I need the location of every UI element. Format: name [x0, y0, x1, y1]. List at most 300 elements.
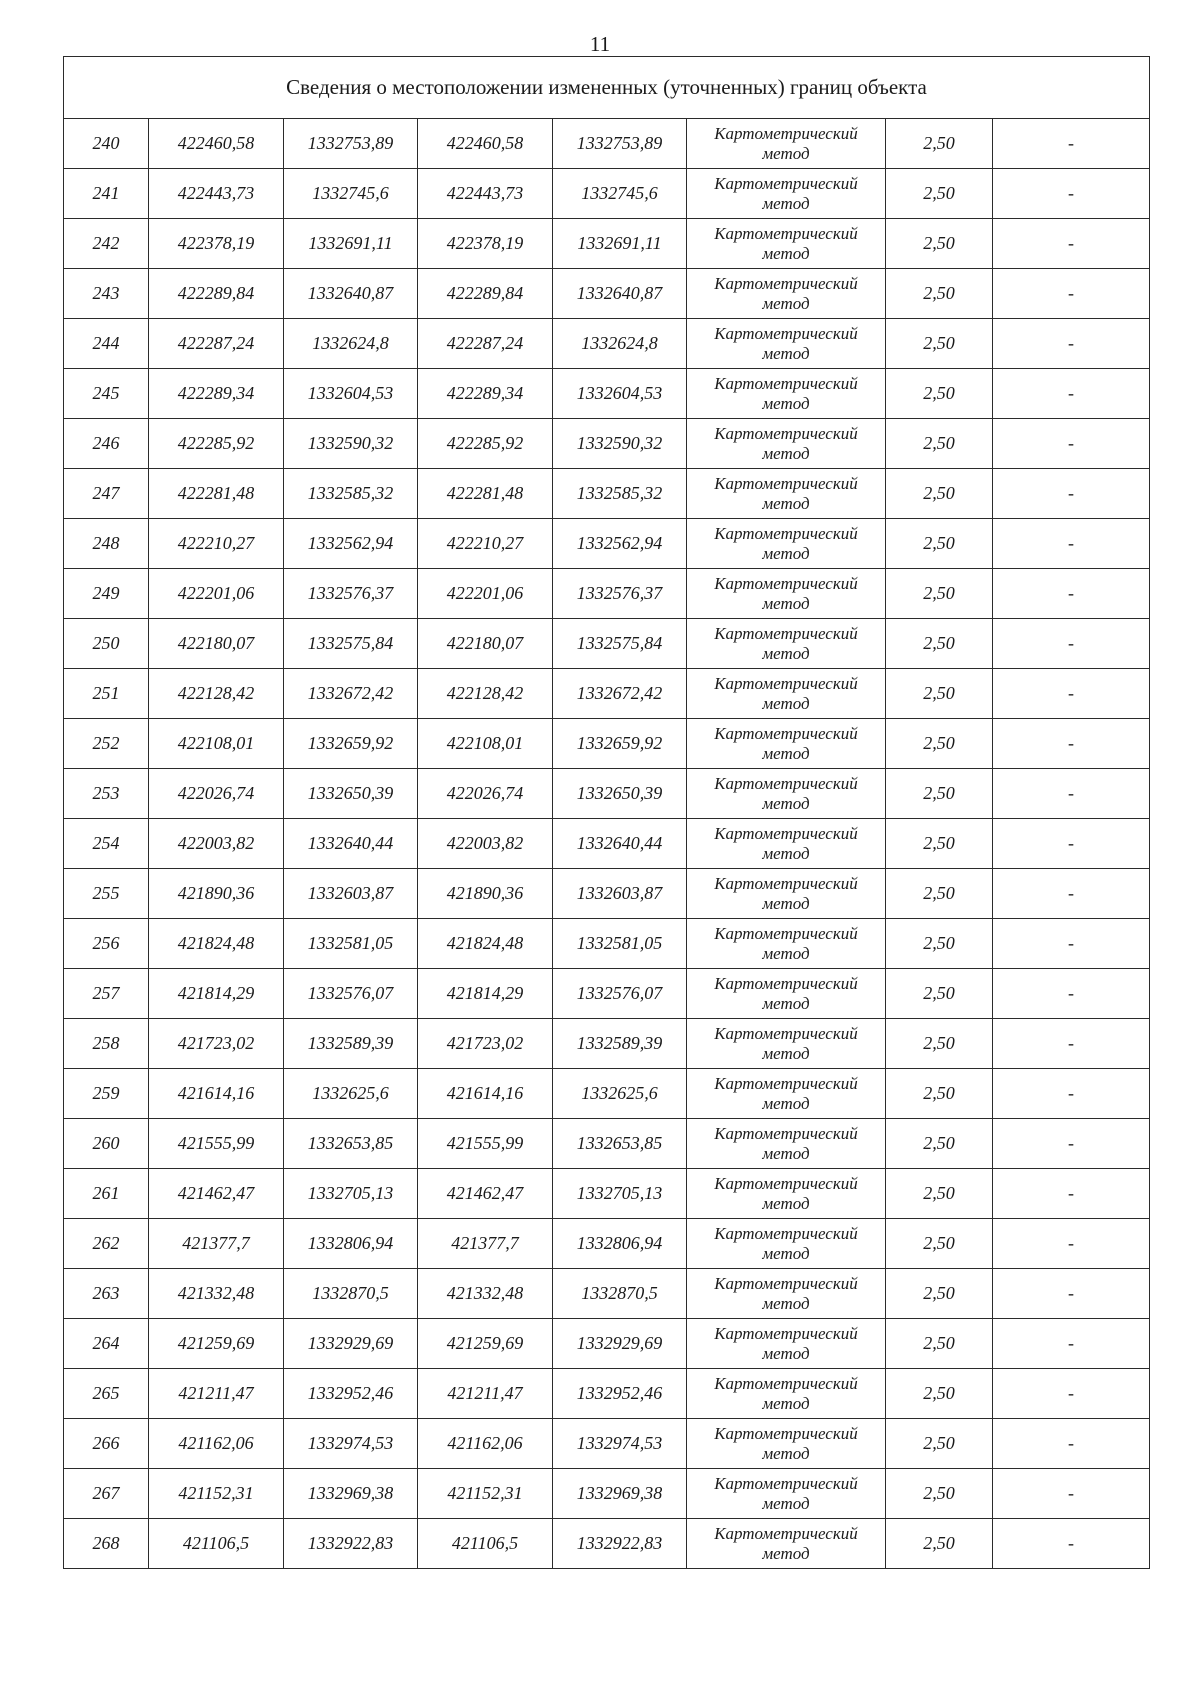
method-cell [687, 1319, 886, 1369]
accuracy-cell: 2,50 [886, 1019, 993, 1069]
method-cell [687, 1369, 886, 1419]
method-label-line2: метод [762, 543, 810, 563]
refined-x-cell: 421814,29 [418, 969, 553, 1019]
accuracy-cell: 2,50 [886, 519, 993, 569]
existing-y-cell: 1332672,42 [284, 669, 418, 719]
existing-x-cell: 422443,73 [149, 169, 284, 219]
table-row [64, 1319, 1150, 1369]
table-row [64, 619, 1150, 669]
method-cell [687, 1119, 886, 1169]
method-cell [687, 1519, 886, 1569]
accuracy-cell: 2,50 [886, 119, 993, 169]
accuracy-cell: 2,50 [886, 369, 993, 419]
method-cell [687, 519, 886, 569]
method-label-line1: Картометрический [714, 923, 858, 943]
method-label-line2: метод [762, 593, 810, 613]
table-row [64, 1219, 1150, 1269]
table-row [64, 1069, 1150, 1119]
refined-y-cell: 1332952,46 [553, 1369, 687, 1419]
refined-y-cell: 1332974,53 [553, 1419, 687, 1469]
refined-x-cell: 422128,42 [418, 669, 553, 719]
note-cell: - [993, 419, 1150, 469]
method-label-line1: Картометрический [714, 1223, 858, 1243]
refined-x-cell: 422026,74 [418, 769, 553, 819]
point-number-cell: 264 [64, 1319, 149, 1369]
existing-x-cell: 422289,84 [149, 269, 284, 319]
method-label-line1: Картометрический [714, 1123, 858, 1143]
method-label-line2: метод [762, 843, 810, 863]
note-cell: - [993, 319, 1150, 369]
accuracy-cell: 2,50 [886, 869, 993, 919]
existing-y-cell: 1332640,44 [284, 819, 418, 869]
refined-y-cell: 1332624,8 [553, 319, 687, 369]
existing-x-cell: 422289,34 [149, 369, 284, 419]
existing-y-cell: 1332581,05 [284, 919, 418, 969]
existing-y-cell: 1332929,69 [284, 1319, 418, 1369]
refined-x-cell: 422460,58 [418, 119, 553, 169]
note-cell: - [993, 1119, 1150, 1169]
point-number-cell: 263 [64, 1269, 149, 1319]
refined-x-cell: 422287,24 [418, 319, 553, 369]
existing-y-cell: 1332575,84 [284, 619, 418, 669]
refined-y-cell: 1332653,85 [553, 1119, 687, 1169]
method-label-line1: Картометрический [714, 273, 858, 293]
method-label-line2: метод [762, 393, 810, 413]
refined-x-cell: 421259,69 [418, 1319, 553, 1369]
existing-y-cell: 1332589,39 [284, 1019, 418, 1069]
method-label-line2: метод [762, 1443, 810, 1463]
refined-x-cell: 422285,92 [418, 419, 553, 469]
refined-y-cell: 1332575,84 [553, 619, 687, 669]
refined-y-cell: 1332640,44 [553, 819, 687, 869]
existing-x-cell: 421332,48 [149, 1269, 284, 1319]
existing-x-cell: 422003,82 [149, 819, 284, 869]
table-title: Сведения о местоположении измененных (уточненных) границ объекта [64, 57, 1150, 119]
refined-y-cell: 1332576,37 [553, 569, 687, 619]
method-label-line1: Картометрический [714, 473, 858, 493]
method-label-line1: Картометрический [714, 723, 858, 743]
method-cell [687, 1469, 886, 1519]
method-label-line1: Картометрический [714, 1273, 858, 1293]
table-row [64, 219, 1150, 269]
refined-x-cell: 421162,06 [418, 1419, 553, 1469]
existing-y-cell: 1332653,85 [284, 1119, 418, 1169]
existing-x-cell: 422281,48 [149, 469, 284, 519]
table-row [64, 819, 1150, 869]
refined-x-cell: 421555,99 [418, 1119, 553, 1169]
refined-x-cell: 421377,7 [418, 1219, 553, 1269]
refined-y-cell: 1332672,42 [553, 669, 687, 719]
refined-x-cell: 422289,34 [418, 369, 553, 419]
refined-y-cell: 1332576,07 [553, 969, 687, 1019]
method-cell [687, 119, 886, 169]
method-cell [687, 769, 886, 819]
refined-x-cell: 422003,82 [418, 819, 553, 869]
table-row [64, 1419, 1150, 1469]
existing-x-cell: 422287,24 [149, 319, 284, 369]
existing-y-cell: 1332624,8 [284, 319, 418, 369]
method-cell [687, 819, 886, 869]
existing-y-cell: 1332650,39 [284, 769, 418, 819]
existing-x-cell: 421814,29 [149, 969, 284, 1019]
method-label-line1: Картометрический [714, 1373, 858, 1393]
table-row [64, 569, 1150, 619]
refined-y-cell: 1332585,32 [553, 469, 687, 519]
table-row [64, 169, 1150, 219]
point-number-cell: 265 [64, 1369, 149, 1419]
method-label-line2: метод [762, 143, 810, 163]
note-cell: - [993, 169, 1150, 219]
table-row [64, 369, 1150, 419]
refined-y-cell: 1332745,6 [553, 169, 687, 219]
method-label-line2: метод [762, 943, 810, 963]
note-cell: - [993, 1369, 1150, 1419]
note-cell: - [993, 619, 1150, 669]
method-cell [687, 1269, 886, 1319]
boundary-coordinates-table [63, 56, 1150, 1569]
accuracy-cell: 2,50 [886, 1519, 993, 1569]
accuracy-cell: 2,50 [886, 1119, 993, 1169]
point-number-cell: 242 [64, 219, 149, 269]
table-row [64, 119, 1150, 169]
method-label-line1: Картометрический [714, 673, 858, 693]
refined-y-cell: 1332603,87 [553, 869, 687, 919]
method-cell [687, 369, 886, 419]
refined-y-cell: 1332691,11 [553, 219, 687, 269]
accuracy-cell: 2,50 [886, 1069, 993, 1119]
note-cell: - [993, 1469, 1150, 1519]
point-number-cell: 262 [64, 1219, 149, 1269]
method-label-line1: Картометрический [714, 873, 858, 893]
refined-x-cell: 421723,02 [418, 1019, 553, 1069]
existing-y-cell: 1332562,94 [284, 519, 418, 569]
existing-x-cell: 422128,42 [149, 669, 284, 719]
point-number-cell: 266 [64, 1419, 149, 1469]
existing-y-cell: 1332705,13 [284, 1169, 418, 1219]
table-row [64, 519, 1150, 569]
note-cell: - [993, 1169, 1150, 1219]
accuracy-cell: 2,50 [886, 819, 993, 869]
point-number-cell: 259 [64, 1069, 149, 1119]
point-number-cell: 254 [64, 819, 149, 869]
point-number-cell: 243 [64, 269, 149, 319]
table-row [64, 719, 1150, 769]
method-label-line2: метод [762, 1193, 810, 1213]
existing-y-cell: 1332603,87 [284, 869, 418, 919]
method-label-line1: Картометрический [714, 823, 858, 843]
method-label-line2: метод [762, 243, 810, 263]
method-label-line2: метод [762, 343, 810, 363]
note-cell: - [993, 969, 1150, 1019]
refined-y-cell: 1332581,05 [553, 919, 687, 969]
point-number-cell: 245 [64, 369, 149, 419]
method-cell [687, 319, 886, 369]
existing-x-cell: 421259,69 [149, 1319, 284, 1369]
existing-y-cell: 1332576,07 [284, 969, 418, 1019]
refined-x-cell: 421614,16 [418, 1069, 553, 1119]
method-label-line1: Картометрический [714, 173, 858, 193]
existing-x-cell: 422285,92 [149, 419, 284, 469]
refined-y-cell: 1332969,38 [553, 1469, 687, 1519]
refined-y-cell: 1332590,32 [553, 419, 687, 469]
accuracy-cell: 2,50 [886, 319, 993, 369]
refined-x-cell: 421462,47 [418, 1169, 553, 1219]
refined-y-cell: 1332640,87 [553, 269, 687, 319]
method-label-line2: метод [762, 1043, 810, 1063]
note-cell: - [993, 1069, 1150, 1119]
method-cell [687, 569, 886, 619]
existing-x-cell: 422210,27 [149, 519, 284, 569]
accuracy-cell: 2,50 [886, 169, 993, 219]
point-number-cell: 250 [64, 619, 149, 669]
refined-y-cell: 1332922,83 [553, 1519, 687, 1569]
existing-x-cell: 421723,02 [149, 1019, 284, 1069]
method-cell [687, 419, 886, 469]
note-cell: - [993, 519, 1150, 569]
method-label-line2: метод [762, 1093, 810, 1113]
refined-y-cell: 1332705,13 [553, 1169, 687, 1219]
accuracy-cell: 2,50 [886, 1319, 993, 1369]
point-number-cell: 240 [64, 119, 149, 169]
table-row [64, 919, 1150, 969]
existing-y-cell: 1332691,11 [284, 219, 418, 269]
table-row [64, 419, 1150, 469]
method-label-line1: Картометрический [714, 1173, 858, 1193]
note-cell: - [993, 819, 1150, 869]
method-label-line1: Картометрический [714, 373, 858, 393]
method-label-line1: Картометрический [714, 573, 858, 593]
accuracy-cell: 2,50 [886, 1419, 993, 1469]
point-number-cell: 253 [64, 769, 149, 819]
method-label-line2: метод [762, 1243, 810, 1263]
existing-y-cell: 1332922,83 [284, 1519, 418, 1569]
accuracy-cell: 2,50 [886, 1219, 993, 1269]
refined-x-cell: 422289,84 [418, 269, 553, 319]
accuracy-cell: 2,50 [886, 669, 993, 719]
method-label-line2: метод [762, 1543, 810, 1563]
note-cell: - [993, 1319, 1150, 1369]
refined-x-cell: 421152,31 [418, 1469, 553, 1519]
point-number-cell: 252 [64, 719, 149, 769]
existing-x-cell: 422201,06 [149, 569, 284, 619]
note-cell: - [993, 719, 1150, 769]
note-cell: - [993, 919, 1150, 969]
note-cell: - [993, 119, 1150, 169]
method-label-line2: метод [762, 1393, 810, 1413]
refined-y-cell: 1332604,53 [553, 369, 687, 419]
existing-y-cell: 1332745,6 [284, 169, 418, 219]
accuracy-cell: 2,50 [886, 269, 993, 319]
note-cell: - [993, 1419, 1150, 1469]
method-label-line1: Картометрический [714, 623, 858, 643]
point-number-cell: 251 [64, 669, 149, 719]
existing-y-cell: 1332753,89 [284, 119, 418, 169]
method-label-line2: метод [762, 1143, 810, 1163]
note-cell: - [993, 1519, 1150, 1569]
method-label-line1: Картометрический [714, 223, 858, 243]
accuracy-cell: 2,50 [886, 1469, 993, 1519]
note-cell: - [993, 469, 1150, 519]
existing-x-cell: 421152,31 [149, 1469, 284, 1519]
accuracy-cell: 2,50 [886, 1169, 993, 1219]
existing-x-cell: 421377,7 [149, 1219, 284, 1269]
method-cell [687, 719, 886, 769]
method-label-line2: метод [762, 193, 810, 213]
refined-x-cell: 422443,73 [418, 169, 553, 219]
table-row [64, 869, 1150, 919]
refined-y-cell: 1332806,94 [553, 1219, 687, 1269]
table-row [64, 1119, 1150, 1169]
page-number: 11 [589, 32, 611, 56]
method-cell [687, 1069, 886, 1119]
point-number-cell: 255 [64, 869, 149, 919]
existing-y-cell: 1332604,53 [284, 369, 418, 419]
table-row [64, 1369, 1150, 1419]
method-label-line2: метод [762, 993, 810, 1013]
method-label-line2: метод [762, 743, 810, 763]
existing-x-cell: 422026,74 [149, 769, 284, 819]
method-cell [687, 269, 886, 319]
existing-y-cell: 1332576,37 [284, 569, 418, 619]
refined-x-cell: 422378,19 [418, 219, 553, 269]
method-cell [687, 169, 886, 219]
method-label-line2: метод [762, 643, 810, 663]
method-cell [687, 1019, 886, 1069]
method-label-line1: Картометрический [714, 123, 858, 143]
note-cell: - [993, 669, 1150, 719]
refined-x-cell: 422281,48 [418, 469, 553, 519]
refined-y-cell: 1332562,94 [553, 519, 687, 569]
existing-x-cell: 421890,36 [149, 869, 284, 919]
table-row [64, 1169, 1150, 1219]
refined-x-cell: 421106,5 [418, 1519, 553, 1569]
note-cell: - [993, 269, 1150, 319]
existing-y-cell: 1332625,6 [284, 1069, 418, 1119]
point-number-cell: 241 [64, 169, 149, 219]
refined-x-cell: 421211,47 [418, 1369, 553, 1419]
method-label-line2: метод [762, 893, 810, 913]
existing-y-cell: 1332806,94 [284, 1219, 418, 1269]
existing-y-cell: 1332969,38 [284, 1469, 418, 1519]
note-cell: - [993, 769, 1150, 819]
note-cell: - [993, 219, 1150, 269]
method-label-line1: Картометрический [714, 1473, 858, 1493]
point-number-cell: 261 [64, 1169, 149, 1219]
existing-x-cell: 422108,01 [149, 719, 284, 769]
refined-x-cell: 421890,36 [418, 869, 553, 919]
existing-x-cell: 421614,16 [149, 1069, 284, 1119]
point-number-cell: 260 [64, 1119, 149, 1169]
existing-y-cell: 1332870,5 [284, 1269, 418, 1319]
existing-x-cell: 421211,47 [149, 1369, 284, 1419]
table-row [64, 1019, 1150, 1069]
method-cell [687, 669, 886, 719]
point-number-cell: 249 [64, 569, 149, 619]
note-cell: - [993, 569, 1150, 619]
refined-y-cell: 1332659,92 [553, 719, 687, 769]
method-label-line2: метод [762, 1343, 810, 1363]
method-cell [687, 219, 886, 269]
existing-y-cell: 1332952,46 [284, 1369, 418, 1419]
method-cell [687, 469, 886, 519]
method-label-line1: Картометрический [714, 1023, 858, 1043]
refined-x-cell: 421824,48 [418, 919, 553, 969]
method-cell [687, 969, 886, 1019]
method-label-line2: метод [762, 293, 810, 313]
accuracy-cell: 2,50 [886, 1369, 993, 1419]
method-label-line1: Картометрический [714, 1073, 858, 1093]
table-row [64, 669, 1150, 719]
point-number-cell: 247 [64, 469, 149, 519]
method-cell [687, 919, 886, 969]
table-row [64, 1519, 1150, 1569]
existing-x-cell: 422460,58 [149, 119, 284, 169]
method-cell [687, 1169, 886, 1219]
method-cell [687, 869, 886, 919]
refined-y-cell: 1332589,39 [553, 1019, 687, 1069]
existing-y-cell: 1332585,32 [284, 469, 418, 519]
accuracy-cell: 2,50 [886, 219, 993, 269]
accuracy-cell: 2,50 [886, 619, 993, 669]
note-cell: - [993, 1219, 1150, 1269]
point-number-cell: 267 [64, 1469, 149, 1519]
existing-x-cell: 421462,47 [149, 1169, 284, 1219]
table-row [64, 469, 1150, 519]
point-number-cell: 244 [64, 319, 149, 369]
method-label-line2: метод [762, 1493, 810, 1513]
existing-x-cell: 421106,5 [149, 1519, 284, 1569]
method-label-line1: Картометрический [714, 773, 858, 793]
refined-y-cell: 1332650,39 [553, 769, 687, 819]
table-row [64, 1469, 1150, 1519]
table-row [64, 319, 1150, 369]
method-cell [687, 619, 886, 669]
note-cell: - [993, 1269, 1150, 1319]
method-label-line1: Картометрический [714, 973, 858, 993]
method-label-line2: метод [762, 793, 810, 813]
note-cell: - [993, 869, 1150, 919]
table-row [64, 1269, 1150, 1319]
existing-x-cell: 422378,19 [149, 219, 284, 269]
method-label-line1: Картометрический [714, 1523, 858, 1543]
method-label-line1: Картометрический [714, 1423, 858, 1443]
existing-y-cell: 1332974,53 [284, 1419, 418, 1469]
method-label-line1: Картометрический [714, 523, 858, 543]
existing-y-cell: 1332640,87 [284, 269, 418, 319]
method-label-line2: метод [762, 1293, 810, 1313]
point-number-cell: 257 [64, 969, 149, 1019]
accuracy-cell: 2,50 [886, 569, 993, 619]
refined-x-cell: 422180,07 [418, 619, 553, 669]
point-number-cell: 248 [64, 519, 149, 569]
existing-x-cell: 421162,06 [149, 1419, 284, 1469]
existing-x-cell: 421824,48 [149, 919, 284, 969]
refined-y-cell: 1332625,6 [553, 1069, 687, 1119]
method-label-line2: метод [762, 693, 810, 713]
refined-y-cell: 1332929,69 [553, 1319, 687, 1369]
refined-x-cell: 421332,48 [418, 1269, 553, 1319]
method-label-line1: Картометрический [714, 1323, 858, 1343]
method-cell [687, 1419, 886, 1469]
accuracy-cell: 2,50 [886, 719, 993, 769]
accuracy-cell: 2,50 [886, 419, 993, 469]
point-number-cell: 246 [64, 419, 149, 469]
method-label-line1: Картометрический [714, 323, 858, 343]
table-row [64, 969, 1150, 1019]
point-number-cell: 256 [64, 919, 149, 969]
refined-y-cell: 1332870,5 [553, 1269, 687, 1319]
refined-y-cell: 1332753,89 [553, 119, 687, 169]
